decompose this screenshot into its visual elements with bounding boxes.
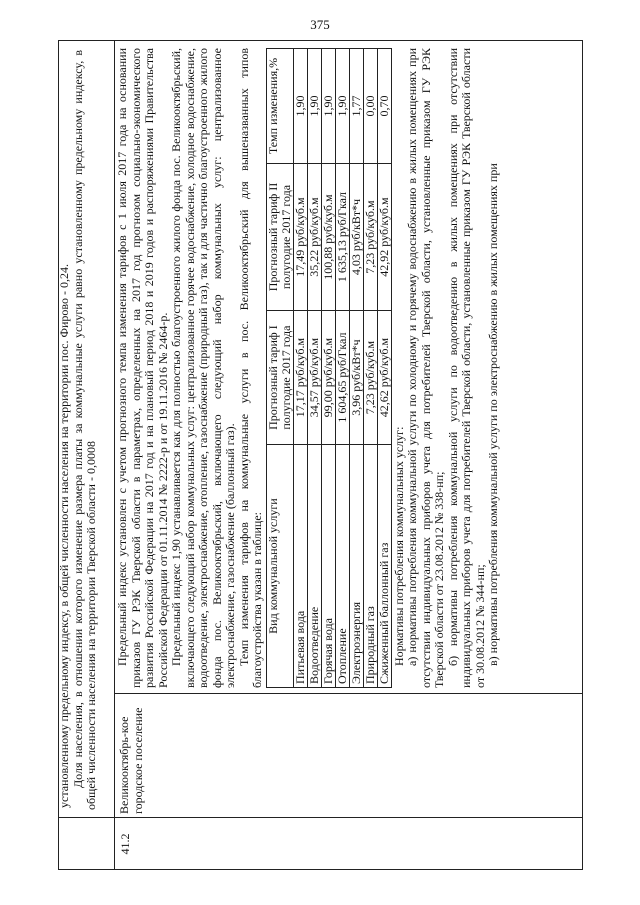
table-cell: Сжиженный баллонный газ xyxy=(377,445,391,688)
norms-heading: Нормативы потребления коммунальных услуг: xyxy=(391,426,406,666)
table-cell: Электроэнергия xyxy=(349,445,363,688)
table-cell: 17,17 руб/куб.м xyxy=(293,311,307,445)
table-cell: 0,00 xyxy=(363,49,377,164)
table-cell: 1 604,65 руб/Гкал xyxy=(335,311,349,445)
table-row xyxy=(335,49,349,688)
row-number: 41.2 xyxy=(118,833,132,855)
header-cell: Темп изменения,% xyxy=(266,49,293,164)
table-cell: 34,57 руб/куб.м xyxy=(307,311,321,445)
top-line-2: Доля населения, в отношении которого изменение размера платы за коммунальные услуги равно установленному предельному индексу, в общей численности населения на территории Тверской области - 0,0008 xyxy=(70,50,98,810)
table-row xyxy=(321,49,335,688)
table-cell: Отопление xyxy=(335,445,349,688)
paragraph-2: Предельный индекс 1,90 устанавливается как для полностью благоустроенного жилого фонда пос. Великооктябрьский, включающего следующий набор коммунальных услуг: централизованное горячее водоснабжение, холодное водоснабжение, водоотведение, электроснабжение, отопление, газоснабжение (природный газ), так и для частично благоустроенного жилого фонда пос. Великооктябрьский, включающего следующий набор коммунальных услуг: централизованное электроснабжение, газоснабжение (баллонный газ). xyxy=(169,48,237,688)
rotated-document-page xyxy=(58,40,583,870)
table-header-row xyxy=(266,49,293,688)
table-cell: 1,77 xyxy=(349,49,363,164)
paragraph-3: Темп изменения тарифов на коммунальные услуги в пос. Великооктябрьский для вышеназванных типов благоустройства указан в таблице: xyxy=(236,48,264,688)
top-line-1: установленному предельному индексу, в общей численности населения на территории пос. Фирово - 0,24. xyxy=(57,264,71,808)
table-cell: 1,90 xyxy=(307,49,321,164)
column-divider xyxy=(58,817,583,818)
table-cell: 1,90 xyxy=(335,49,349,164)
tariff-table xyxy=(266,48,392,688)
header-cell: Вид коммунальной услуги xyxy=(266,445,293,688)
table-row xyxy=(307,49,321,688)
table-cell: 0,70 xyxy=(377,49,391,164)
table-row xyxy=(377,49,391,688)
table-cell: 4,03 руб/кВт*ч xyxy=(349,164,363,311)
table-cell: Водоотведение xyxy=(307,445,321,688)
table-cell: 3,96 руб/кВт*ч xyxy=(349,311,363,445)
header-cell: Прогнозный тариф I полугодие 2017 года xyxy=(266,311,293,445)
table-cell: 35,22 руб/куб.м xyxy=(307,164,321,311)
previous-row-text xyxy=(58,50,99,810)
table-cell: 42,92 руб/куб.м xyxy=(377,164,391,311)
norm-item-b: б) нормативы потребления коммунальной услуги по водоотведению в жилых помещениях при отсутствии индивидуальных приборов учета для потребителей Тверской области, установленные приказом ГУ РЭК Тверской области от 30.08.2012 № 344-нп; xyxy=(445,48,487,688)
table-cell: 99,00 руб/куб.м xyxy=(321,311,335,445)
table-cell: Горячая вода xyxy=(321,445,335,688)
table-cell: 100,88 руб/куб.м xyxy=(321,164,335,311)
norm-item-a: а) нормативы потребления коммунальной услуги по холодному и горячему водоснабжению в жилых помещениях при отсутствии индивидуальных приборов учета для потребителей Тверской области, установленные приказом ГУ РЭК Тверской области от 23.08.2012 № 338-нп; xyxy=(405,48,446,688)
table-cell: 1,90 xyxy=(293,49,307,164)
table-row xyxy=(293,49,307,688)
table-cell: 7,23 руб/куб.м xyxy=(363,311,377,445)
norm-item-c: в) нормативы потребления коммунальной услуги по электроснабжению в жилых помещениях при xyxy=(486,163,500,666)
settlement-name: Великооктябрь-кое городское поселение xyxy=(117,707,145,814)
header-cell: Прогнозный тариф II полугодие 2017 года xyxy=(266,164,293,311)
table-row xyxy=(363,49,377,688)
table-cell: Питьевая вода xyxy=(293,445,307,688)
page-number: 375 xyxy=(310,17,330,32)
table-row xyxy=(349,49,363,688)
paragraph-1: Предельный индекс установлен с учетом прогнозного темпа изменения тарифов с 1 июля 2017 года на основании приказов ГУ РЭК Тверской области в параметрах, определенных на 2017 год прогнозом социально-экономического развития Российской Федерации на 2017 год и на плановый период 2018 и 2019 годов и распоряжениями Правительства Российской Федерации от 01.11.2014 № 2222-р и от 19.11.2016 № 2464-р. xyxy=(115,48,170,688)
row-content xyxy=(116,48,501,688)
table-cell: 17,49 руб/куб.м xyxy=(293,164,307,311)
table-cell: 42,62 руб/куб.м xyxy=(377,311,391,445)
table-cell: 1,90 xyxy=(321,49,335,164)
column-divider xyxy=(114,693,583,694)
table-cell: Природный газ xyxy=(363,445,377,688)
table-cell: 1 635,13 руб/Гкал xyxy=(335,164,349,311)
table-cell: 7,23 руб/куб.м xyxy=(363,164,377,311)
